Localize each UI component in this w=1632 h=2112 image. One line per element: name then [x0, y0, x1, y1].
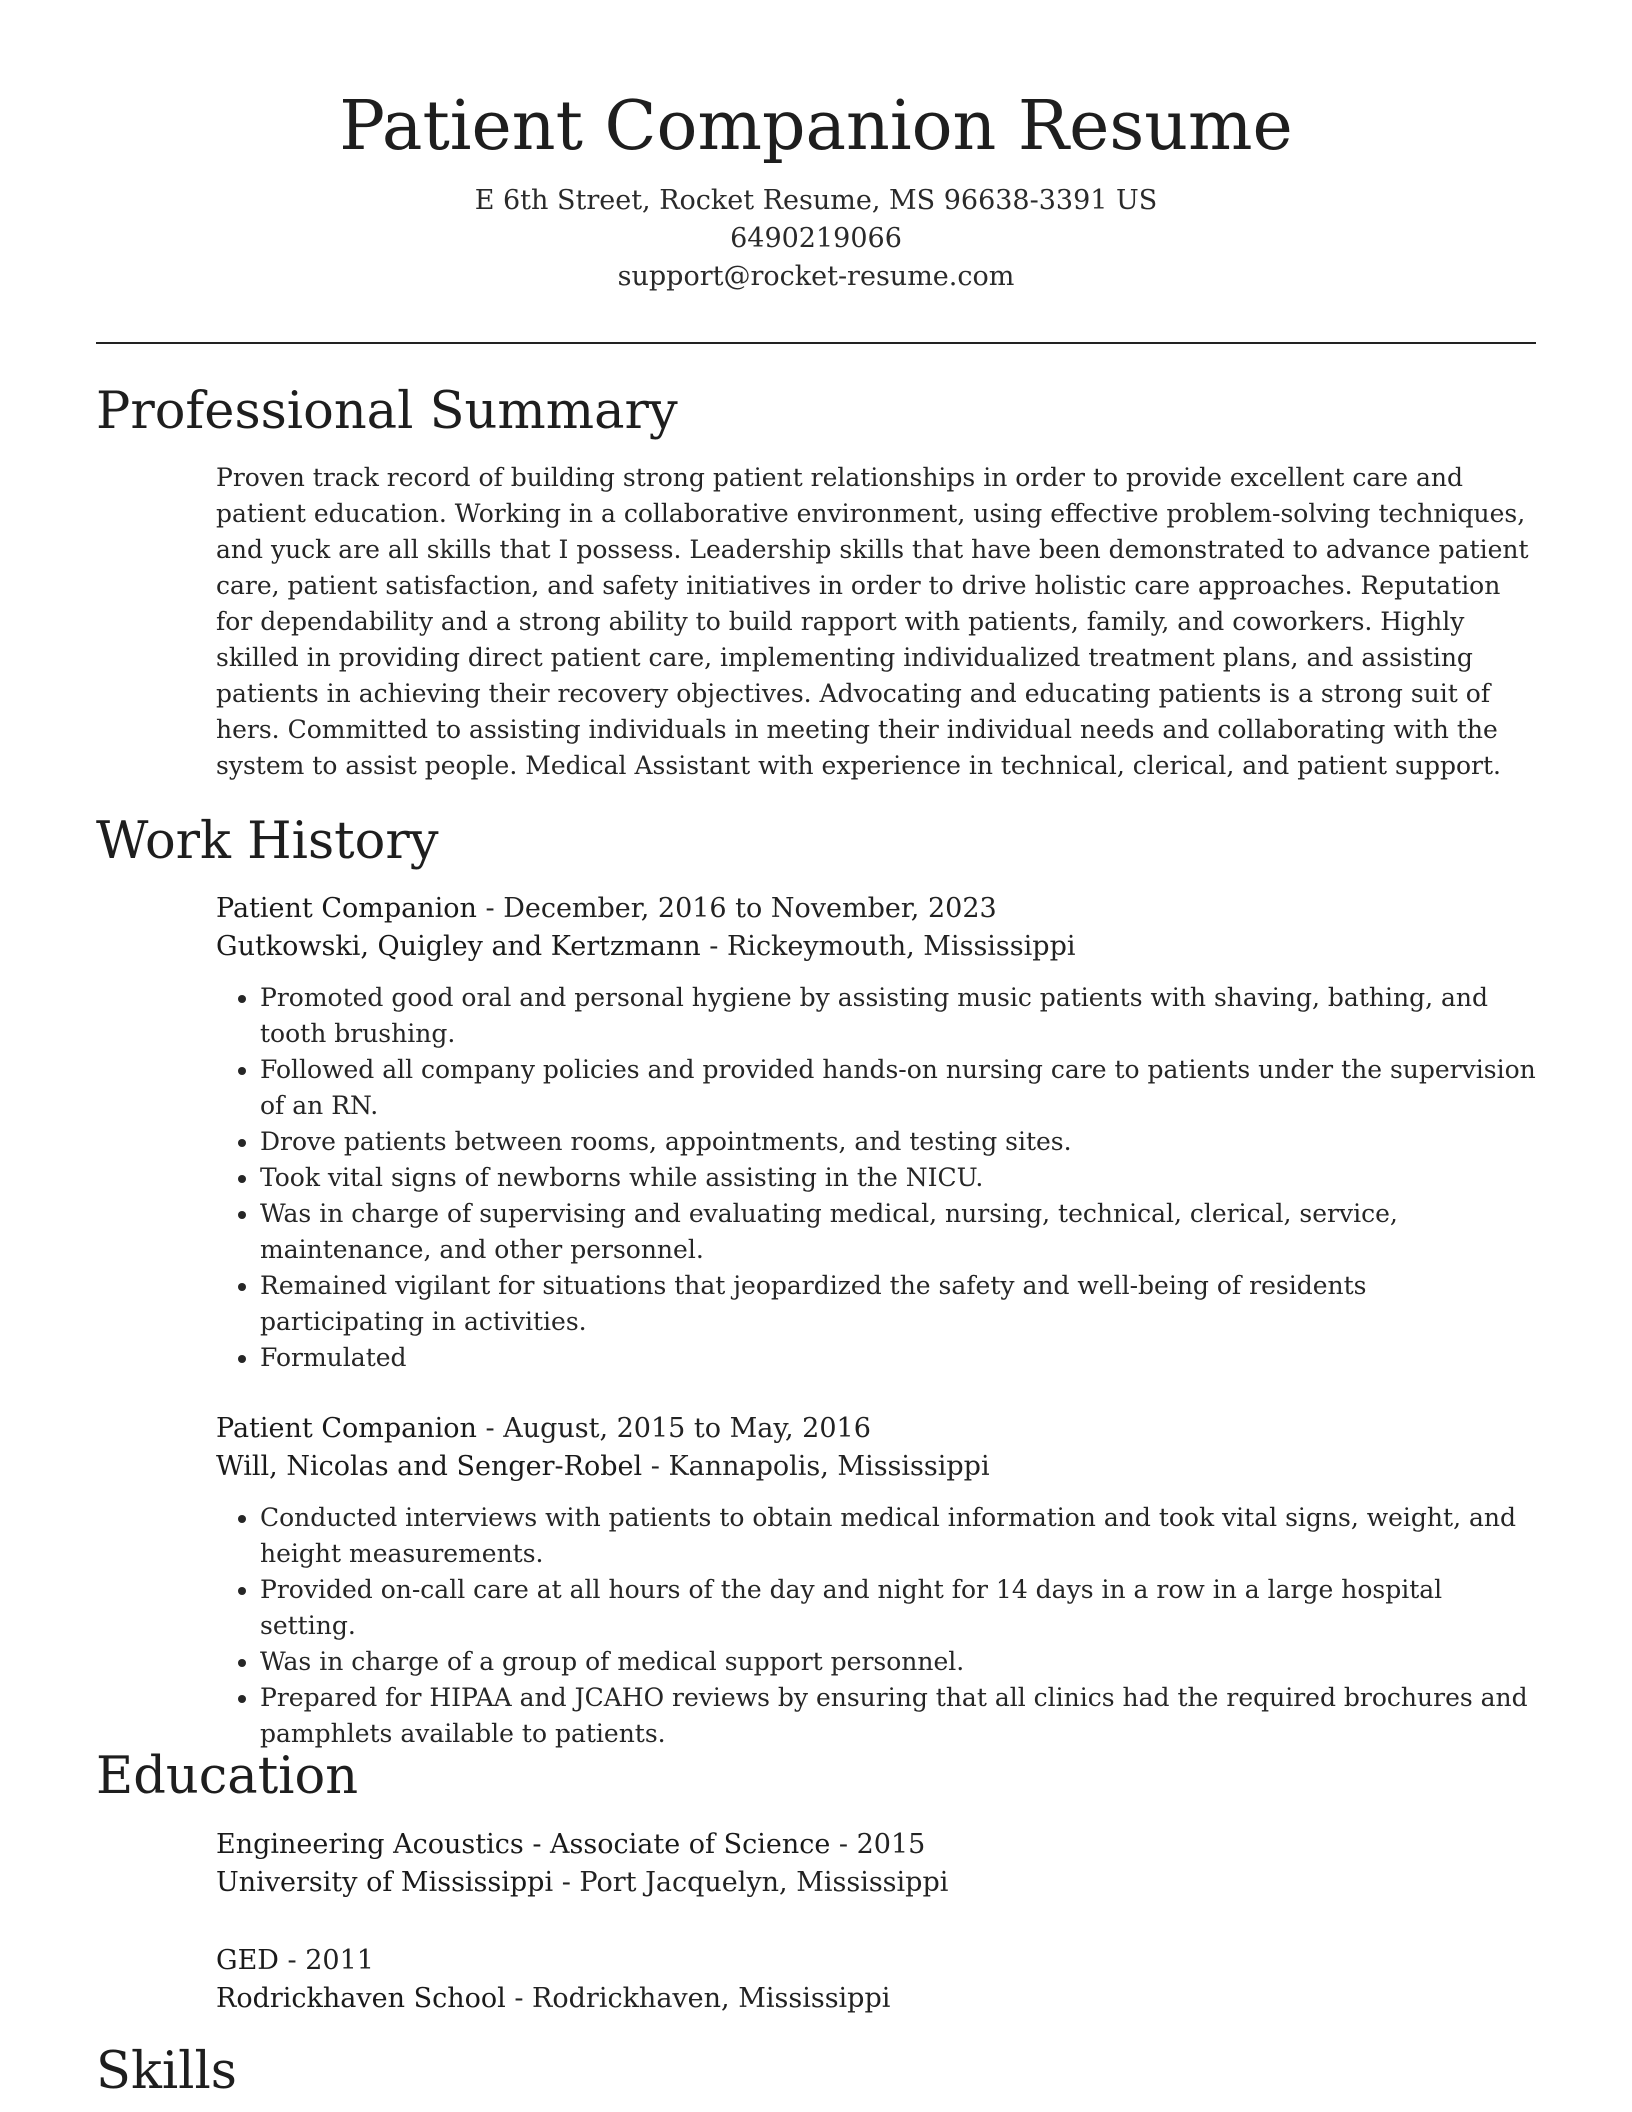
job-title: Patient Companion	[216, 1413, 477, 1444]
resume-header	[0, 82, 1632, 296]
summary-section	[216, 460, 1536, 784]
job-dates: - December, 2016 to November, 2023	[476, 893, 997, 924]
job-entry	[216, 890, 1536, 1376]
job-employer: Gutkowski, Quigley and Kertzmann	[216, 931, 701, 962]
page-title: Patient Companion Resume	[339, 87, 1293, 166]
list-item: • Promoted good oral and personal hygiene by assisting music patients with shaving, bathing, and tooth brushing.	[260, 980, 1536, 1052]
job-employer-line	[216, 928, 1536, 966]
list-item: • Remained vigilant for situations that jeopardized the safety and well-being of residents participating in activities.	[260, 1268, 1536, 1340]
job-title: Patient Companion	[216, 893, 477, 924]
degree-year: - 2011	[278, 1945, 374, 1976]
school-line	[216, 1864, 1536, 1902]
job-employer-line	[216, 1448, 1536, 1486]
job-location: - Kannapolis, Mississippi	[642, 1451, 990, 1482]
summary-text: Proven track record of building strong patient relationships in order to provide excellent care and patient education. Working in a collaborative environment, using effective problem-solving techniques, and yuck are all skills that I possess. Leadership skills that have been demonstrated to advance patient care, patient satisfaction, and safety initiatives in order to drive holistic care approaches. Reputation for dependability and a strong ability to build rapport with patients, family, and coworkers. Highly skilled in providing direct patient care, implementing individualized treatment plans, and assisting patients in achieving their recovery objectives. Advocating and educating patients is a strong suit of hers. Committed to assisting individuals in meeting their individual needs and collaborating with the system to assist people. Medical Assistant with experience in technical, clerical, and patient support.	[216, 463, 1529, 780]
phone-text: 6490219066	[730, 223, 902, 254]
list-item: • Provided on-call care at all hours of the day and night for 14 days in a row in a large hospital setting.	[260, 1572, 1536, 1644]
degree-name: Engineering Acoustics - Associate of Science	[216, 1829, 831, 1860]
job-title-line	[216, 1410, 1536, 1448]
header-divider	[96, 342, 1536, 344]
job-location: - Rickeymouth, Mississippi	[700, 931, 1076, 962]
job-employer: Will, Nicolas and Senger-Robel	[216, 1451, 643, 1482]
school-location: - Rodrickhaven, Mississippi	[505, 1983, 891, 2014]
degree-year: - 2015	[830, 1829, 926, 1860]
list-item: • Was in charge of a group of medical support personnel.	[260, 1644, 1536, 1680]
job-duties-list	[216, 980, 1536, 1376]
email-text: support@rocket-resume.com	[617, 261, 1015, 292]
degree-name: GED	[216, 1945, 279, 1976]
school-name: University of Mississippi	[216, 1867, 554, 1898]
school-location: - Port Jacquelyn, Mississippi	[553, 1867, 949, 1898]
work-history-heading: Work History	[96, 812, 439, 871]
skills-heading: Skills	[96, 2042, 237, 2101]
job-dates: - August, 2015 to May, 2016	[476, 1413, 871, 1444]
school-line	[216, 1980, 1536, 2018]
list-item: • Conducted interviews with patients to obtain medical information and took vital signs, weight, and height measurements.	[260, 1500, 1536, 1572]
degree-line	[216, 1826, 1536, 1864]
education-entry	[216, 1826, 1536, 1902]
list-item: • Prepared for HIPAA and JCAHO reviews by ensuring that all clinics had the required brochures and pamphlets available to patients.	[260, 1680, 1536, 1752]
education-heading: Education	[96, 1747, 359, 1806]
list-item: • Was in charge of supervising and evaluating medical, nursing, technical, clerical, service, maintenance, and other personnel.	[260, 1196, 1536, 1268]
list-item: • Followed all company policies and provided hands-on nursing care to patients under the supervision of an RN.	[260, 1052, 1536, 1124]
school-name: Rodrickhaven School	[216, 1983, 506, 2014]
list-item: • Formulated	[260, 1340, 1536, 1376]
list-item: • Drove patients between rooms, appointments, and testing sites.	[260, 1124, 1536, 1160]
summary-heading: Professional Summary	[96, 382, 678, 441]
job-title-line	[216, 890, 1536, 928]
address-text: E 6th Street, Rocket Resume, MS 96638-3391 US	[474, 185, 1158, 216]
degree-line	[216, 1942, 1536, 1980]
job-duties-list	[216, 1500, 1536, 1752]
job-entry	[216, 1410, 1536, 1752]
education-entry	[216, 1942, 1536, 2018]
list-item: • Took vital signs of newborns while assisting in the NICU.	[260, 1160, 1536, 1196]
